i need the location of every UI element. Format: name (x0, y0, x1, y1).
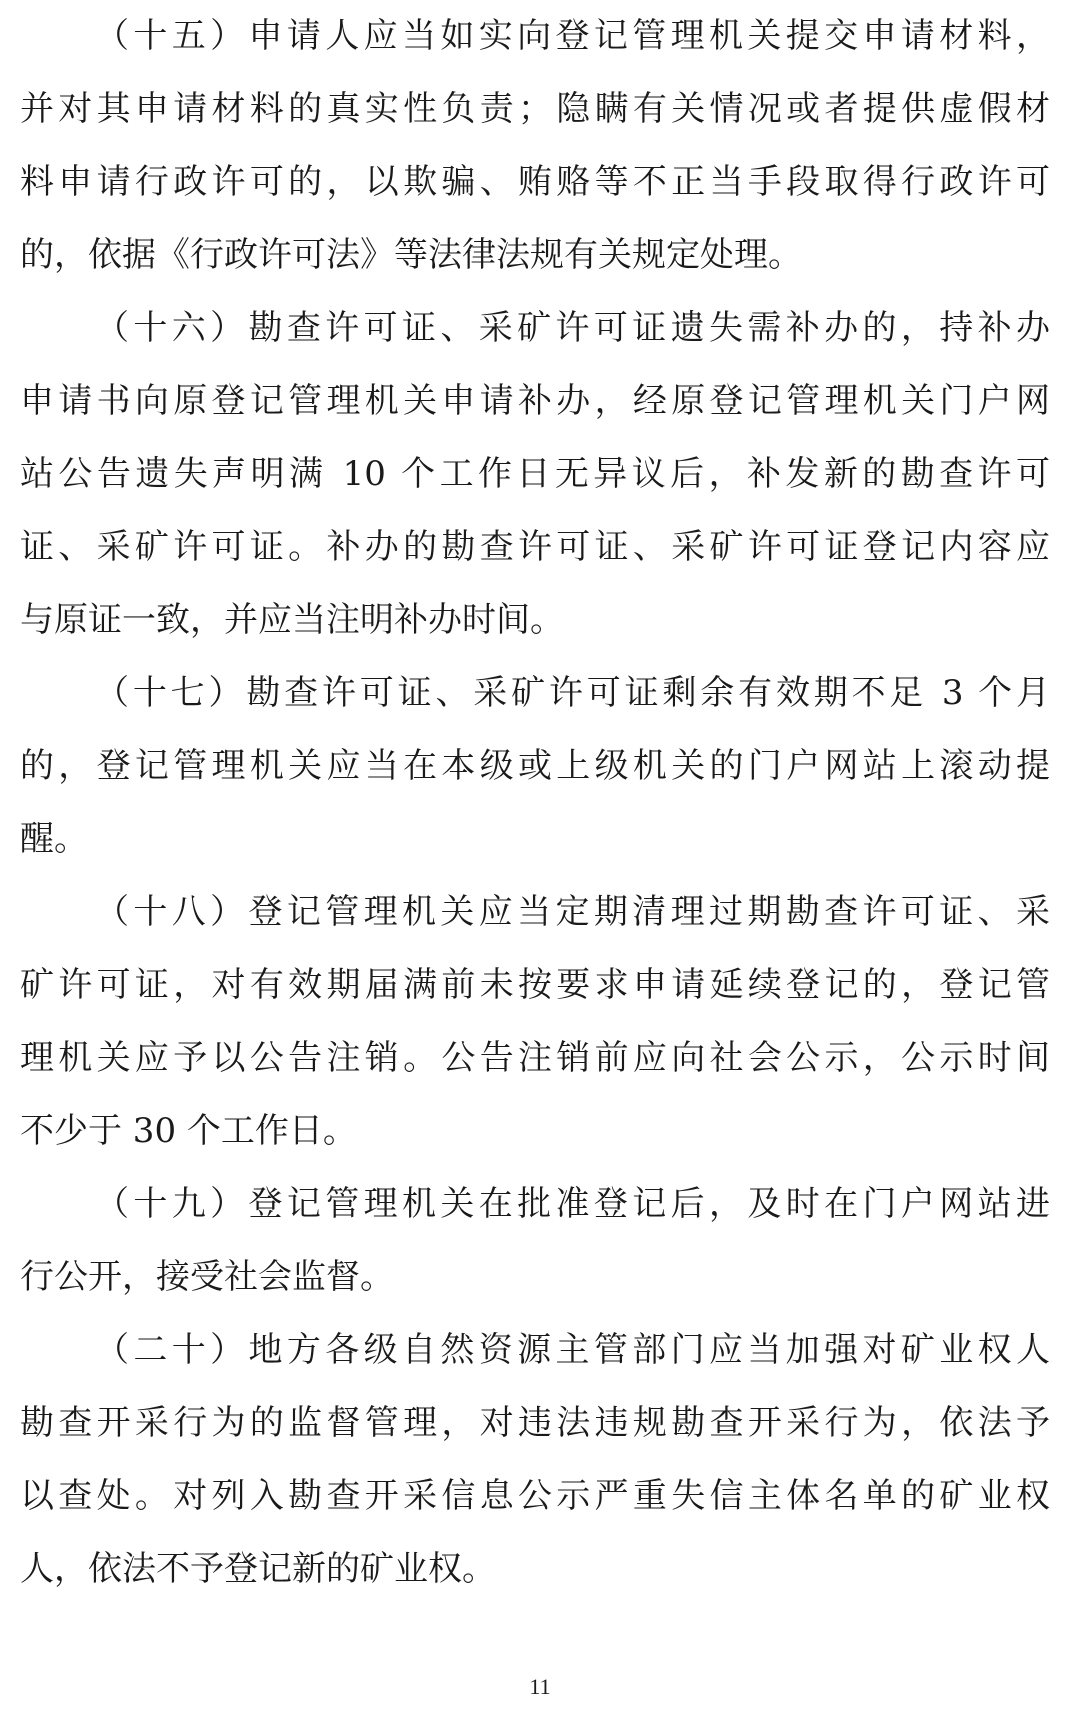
text-line: 与原证一致，并应当注明补办时间。 (20, 600, 564, 640)
text-line: 行公开，接受社会监督。 (20, 1257, 394, 1297)
text-line: 以查处。对列入勘查开采信息公示严重失信主体名单的矿业权 (20, 1476, 1050, 1516)
text-line: 醒。 (20, 819, 88, 859)
text-line: （十六）勘查许可证、采矿许可证遗失需补办的，持补办 (95, 308, 1050, 348)
text-line: （十八）登记管理机关应当定期清理过期勘查许可证、采 (95, 892, 1050, 932)
document-body (20, 0, 1060, 1606)
text-line: 料申请行政许可的，以欺骗、贿赂等不正当手段取得行政许可 (20, 162, 1050, 202)
text-line: 的，登记管理机关应当在本级或上级机关的门户网站上滚动提 (20, 746, 1050, 786)
text-line: 申请书向原登记管理机关申请补办，经原登记管理机关门户网 (20, 381, 1050, 421)
text-line: 的，依据《行政许可法》等法律法规有关规定处理。 (20, 235, 802, 275)
text-line: （十七）勘查许可证、采矿许可证剩余有效期不足 3 个月 (95, 673, 1050, 713)
text-line: （十九）登记管理机关在批准登记后，及时在门户网站进 (95, 1184, 1050, 1224)
text-line: 证、采矿许可证。补办的勘查许可证、采矿许可证登记内容应 (20, 527, 1050, 567)
text-line: 矿许可证，对有效期届满前未按要求申请延续登记的，登记管 (20, 965, 1050, 1005)
text-line: 人，依法不予登记新的矿业权。 (20, 1549, 496, 1589)
text-line: 站公告遗失声明满 10 个工作日无异议后，补发新的勘查许可 (20, 454, 1050, 494)
text-line: 并对其申请材料的真实性负责；隐瞒有关情况或者提供虚假材 (20, 89, 1050, 129)
text-line: 不少于 30 个工作日。 (20, 1111, 357, 1151)
text-line: 理机关应予以公告注销。公告注销前应向社会公示，公示时间 (20, 1038, 1050, 1078)
page-number: 11 (529, 1674, 551, 1699)
text-line: 勘查开采行为的监督管理，对违法违规勘查开采行为，依法予 (20, 1403, 1050, 1443)
text-line: （十五）申请人应当如实向登记管理机关提交申请材料， (95, 16, 1050, 56)
text-line: （二十）地方各级自然资源主管部门应当加强对矿业权人 (95, 1330, 1050, 1370)
